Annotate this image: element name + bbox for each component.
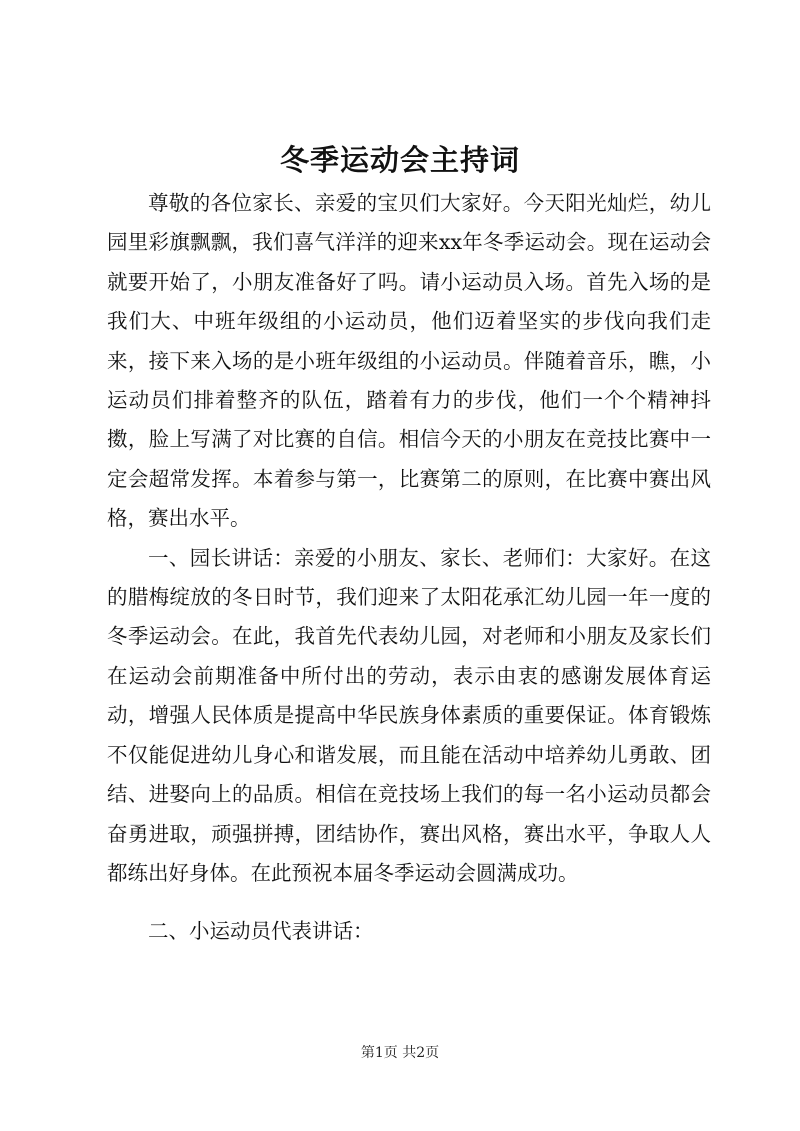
paragraph-intro: 尊敬的各位家长、亲爱的宝贝们大家好。今天阳光灿烂，幼儿园里彩旗飘飘，我们喜气洋洋的迎来xx年冬季运动会。现在运动会就要开始了，小朋友准备好了吗。请小运动员入场。首先入场的是我们大、中班年级组的小运动员，他们迈着坚实的步伐向我们走来，接下来入场的是小班年级组的小运动员。伴随着音乐，瞧，小运动员们排着整齐的队伍，踏着有力的步伐，他们一个个精神抖擞，脸上写满了对比赛的自信。相信今天的小朋友在竞技比赛中一定会超常发挥。本着参与第一，比赛第二的原则，在比赛中赛出风格，赛出水平。 [107, 191, 711, 531]
document-body [107, 184, 711, 952]
paragraph-athlete-speech: 二、小运动员代表讲话： [148, 919, 374, 944]
document-title: 冬季运动会主持词 [279, 143, 520, 177]
page-footer: 第1页 共2页 [360, 1045, 440, 1061]
paragraph-principal-speech: 一、园长讲话：亲爱的小朋友、家长、老师们：大家好。在这的腊梅绽放的冬日时节，我们迎来了太阳花承汇幼儿园一年一度的冬季运动会。在此，我首先代表幼儿园，对老师和小朋友及家长们在运动会前期准备中所付出的劳动，表示由衷的感谢发展体育运动，增强人民体质是提高中华民族身体素质的重要保证。体育锻炼不仅能促进幼儿身心和谐发展，而且能在活动中培养幼儿勇敢、团结、进娶向上的品质。相信在竞技场上我们的每一名小运动员都会奋勇进取，顽强拼搏，团结协作，赛出风格，赛出水平，争取人人都练出好身体。在此预祝本届冬季运动会圆满成功。 [107, 545, 711, 885]
